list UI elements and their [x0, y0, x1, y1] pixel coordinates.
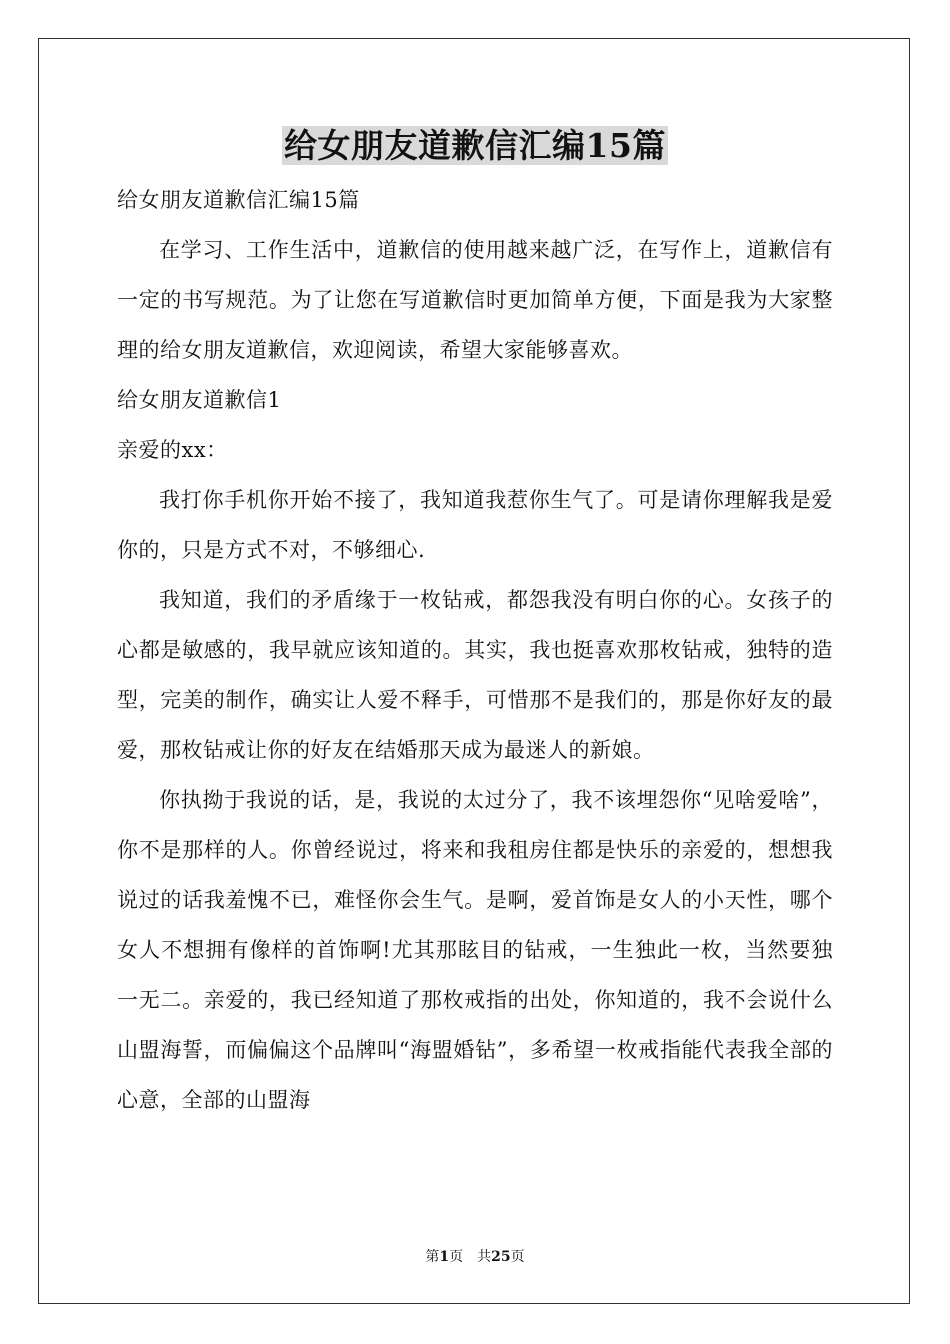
body-paragraph: 你执拗于我说的话，是，我说的太过分了，我不该埋怨你“见啥爱啥”，你不是那样的人。你曾经说过，将来和我租房住都是快乐的亲爱的，想想我说过的话我羞愧不已，难怪你会生气。是啊，爱首饰是女人的小天性，哪个女人不想拥有像样的首饰啊!尤其那眩目的钻戒，一生独此一枚，当然要独一无二。亲爱的，我已经知道了那枚戒指的出处，你知道的，我不会说什么山盟海誓，而偏偏这个品牌叫“海盟婚钻”，多希望一枚戒指能代表我全部的心意，全部的山盟海 — [117, 788, 833, 1112]
body-paragraph: 我打你手机你开始不接了，我知道我惹你生气了。可是请你理解我是爱你的，只是方式不对，不够细心. — [117, 488, 833, 562]
letter-heading: 给女朋友道歉信1 — [117, 388, 282, 412]
document-body — [117, 175, 833, 1125]
page-prefix: 第 — [425, 1249, 440, 1265]
total-suffix: 页 — [510, 1249, 525, 1265]
total-pages: 25 — [491, 1249, 511, 1265]
document-title — [0, 123, 950, 169]
page-footer — [0, 1247, 950, 1267]
document-title-text: 给女朋友道歉信汇编15篇 — [284, 126, 666, 165]
body-paragraph: 我知道，我们的矛盾缘于一枚钻戒，都怨我没有明白你的心。女孩子的心都是敏感的，我早就应该知道的。其实，我也挺喜欢那枚钻戒，独特的造型，完美的制作，确实让人爱不释手，可惜那不是我们的，那是你好友的最爱，那枚钻戒让你的好友在结婚那天成为最迷人的新娘。 — [117, 588, 833, 762]
intro-paragraph: 在学习、工作生活中，道歉信的使用越来越广泛，在写作上，道歉信有一定的书写规范。为了让您在写道歉信时更加简单方便，下面是我为大家整理的给女朋友道歉信，欢迎阅读，希望大家能够喜欢。 — [117, 238, 833, 362]
total-prefix: 共 — [477, 1249, 492, 1265]
document-subtitle: 给女朋友道歉信汇编15篇 — [117, 188, 360, 212]
page-number: 1 — [439, 1249, 450, 1265]
letter-salutation: 亲爱的xx： — [117, 438, 228, 462]
page-suffix: 页 — [449, 1249, 464, 1265]
